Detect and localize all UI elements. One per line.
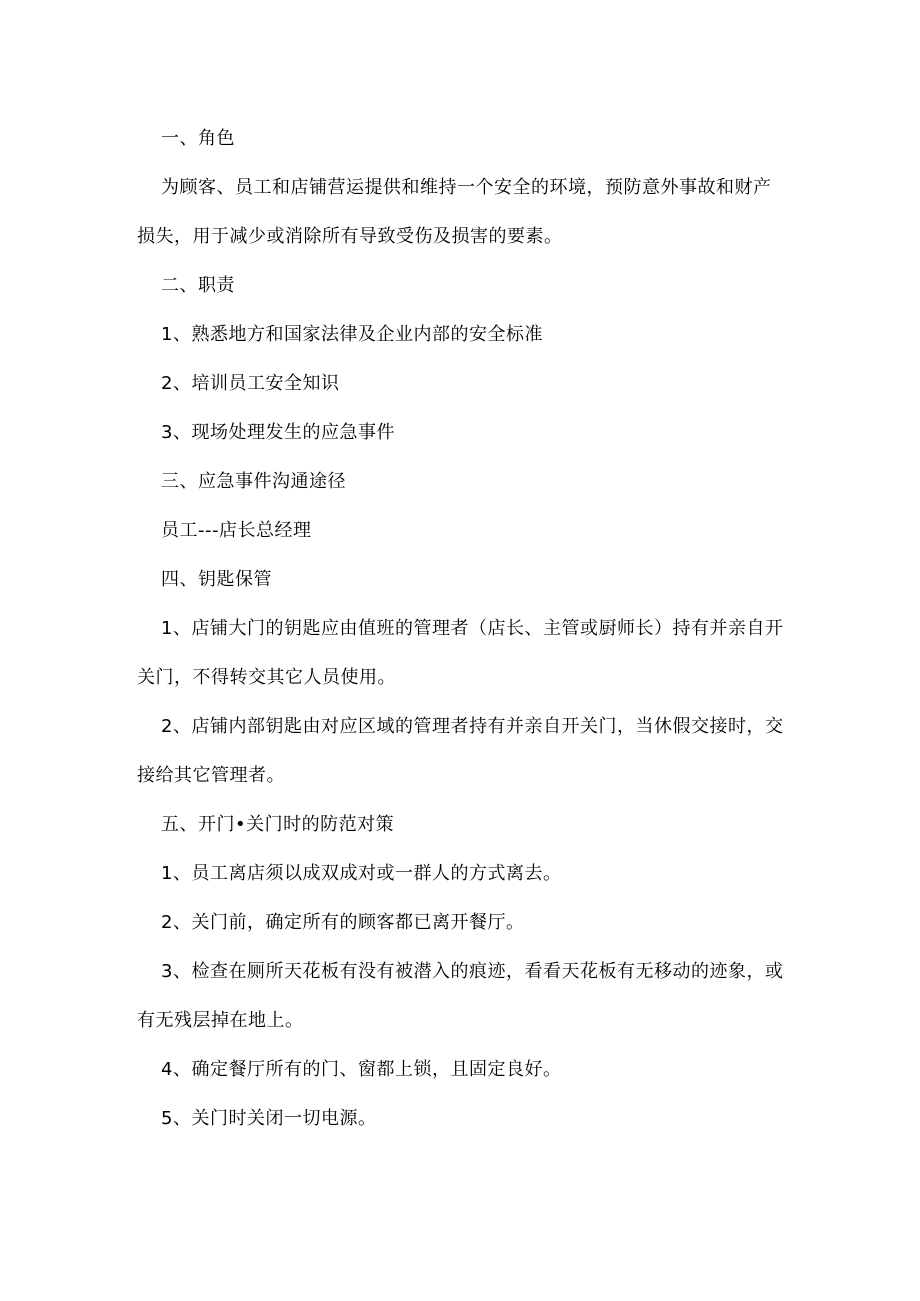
section-heading-role: 一、角色 [161, 128, 235, 149]
section-heading-communication: 三、应急事件沟通途径 [161, 471, 346, 492]
section-heading-keys: 四、钥匙保管 [161, 569, 272, 590]
key-item-2: 2、店铺内部钥匙由对应区域的管理者持有并亲自开关门，当休假交接时，交接给其它管理者。 [137, 716, 784, 786]
open-close-item-1: 1、员工离店须以成双成对或一群人的方式离去。 [161, 863, 562, 884]
duty-item-1: 1、熟悉地方和国家法律及企业内部的安全标准 [161, 324, 543, 345]
open-close-item-4: 4、确定餐厅所有的门、窗都上锁，且固定良好。 [161, 1059, 562, 1080]
open-close-item-2: 2、关门前，确定所有的顾客都已离开餐厅。 [161, 912, 525, 933]
section-heading-duties: 二、职责 [161, 275, 235, 296]
section-heading-open-close: 五、开门•关门时的防范对策 [161, 814, 395, 835]
open-close-item-5: 5、关门时关闭一切电源。 [161, 1108, 377, 1129]
key-item-1: 1、店铺大门的钥匙应由值班的管理者（店长、主管或厨师长）持有并亲自开关门，不得转交其它人员使用。 [137, 618, 784, 688]
communication-path: 员工---店长总经理 [161, 520, 312, 541]
duty-item-2: 2、培训员工安全知识 [161, 373, 340, 394]
open-close-item-3: 3、检查在厕所天花板有没有被潜入的痕迹，看看天花板有无移动的迹象，或有无残层掉在地上。 [137, 961, 784, 1031]
duty-item-3: 3、现场处理发生的应急事件 [161, 422, 395, 443]
role-description: 为顾客、员工和店铺营运提供和维持一个安全的环境，预防意外事故和财产损失，用于减少或消除所有导致受伤及损害的要素。 [137, 177, 772, 247]
document-body [137, 114, 789, 1143]
